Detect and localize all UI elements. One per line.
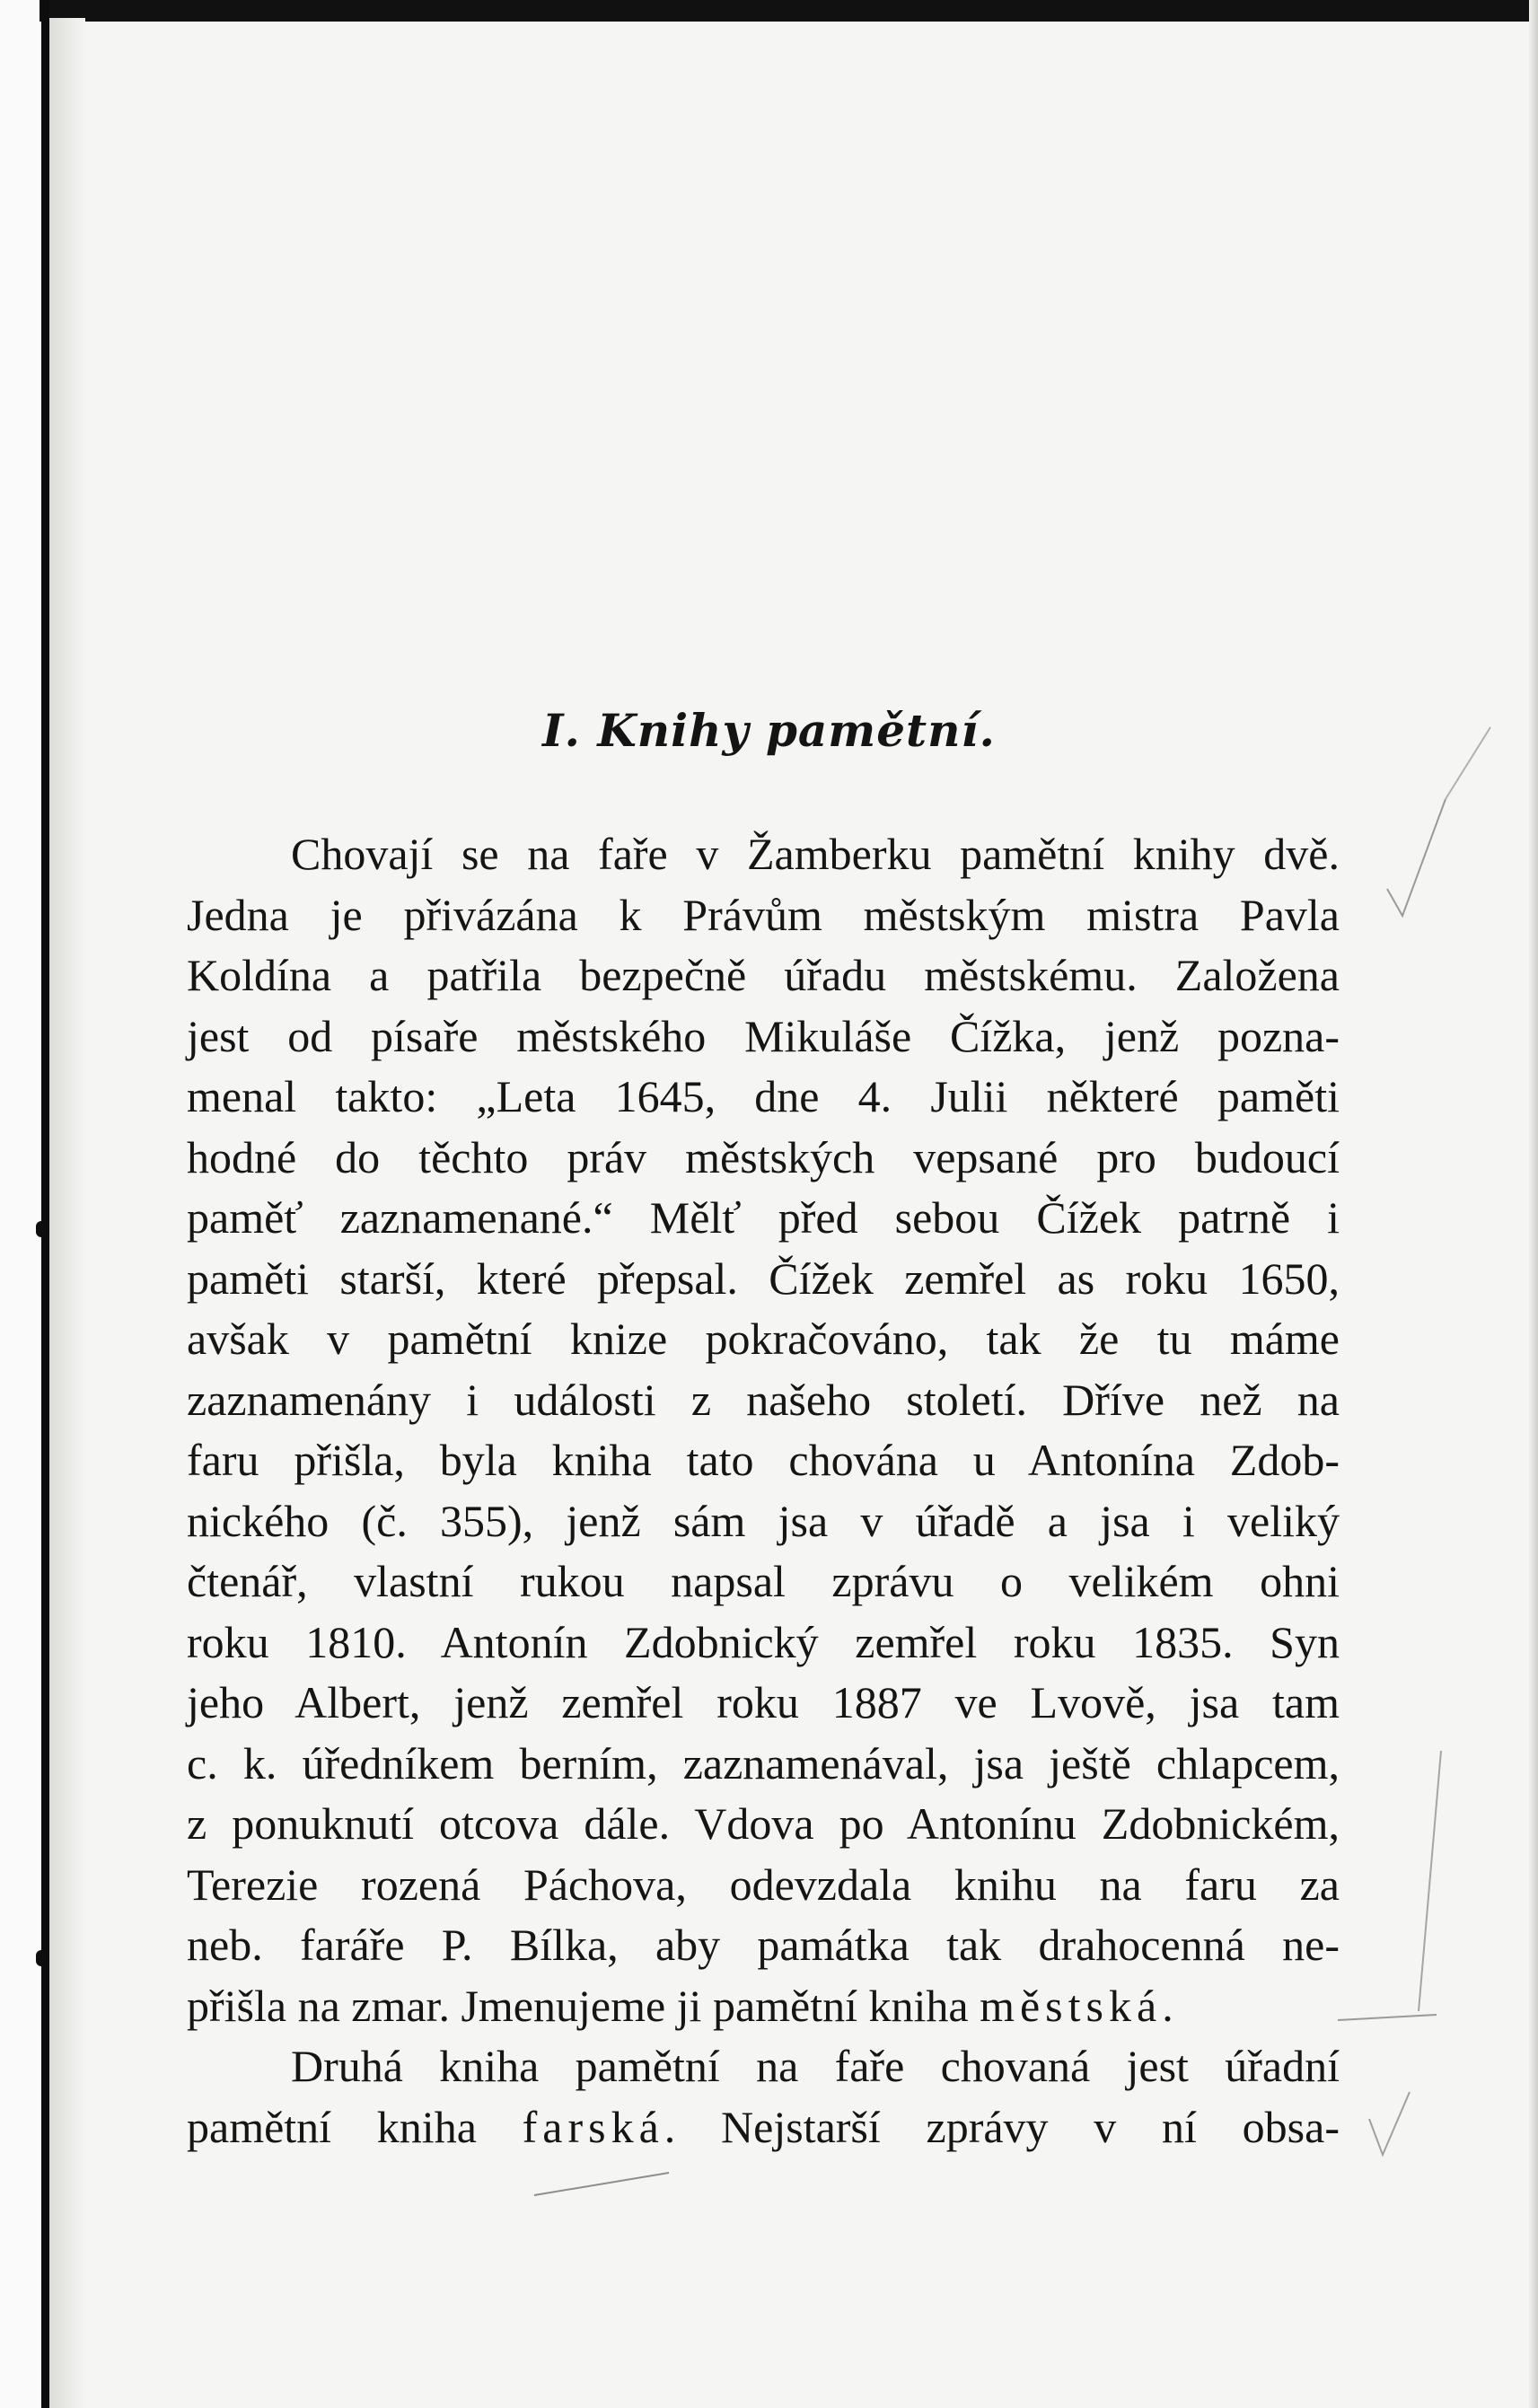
text-line: Jedna je přivázána k Právům městským mistra Pavla bbox=[187, 889, 1340, 940]
scan-right-edge bbox=[1529, 0, 1538, 2408]
book-binding-edge bbox=[41, 0, 49, 2408]
binding-shadow bbox=[49, 18, 85, 2408]
text-line: roku 1810. Antonín Zdobnický zemřel roku 1835. Syn bbox=[187, 1616, 1340, 1667]
pencil-underline bbox=[534, 2173, 669, 2195]
text-line: nického (č. 355), jenž sám jsa v úřadě a jsa i veliký bbox=[187, 1495, 1340, 1546]
text-line: Chovají se na faře v Žamberku pamětní knihy dvě. bbox=[291, 829, 1340, 879]
pencil-margin-line bbox=[1419, 1751, 1441, 2011]
text-line: čtenář, vlastní rukou napsal zprávu o velikém ohni bbox=[187, 1556, 1340, 1606]
text-line: jest od písaře městského Mikuláše Čížka, jenž pozna- bbox=[187, 1010, 1340, 1061]
text-line: faru přišla, byla kniha tato chována u Antonína Zdob- bbox=[187, 1435, 1340, 1485]
pencil-check-mark bbox=[1387, 799, 1446, 916]
spaced-emphasis: farská bbox=[522, 2101, 664, 2152]
text-line: neb. faráře P. Bílka, aby památka tak drahocenná ne- bbox=[187, 1920, 1340, 1970]
text-line: c. k. úředníkem berním, zaznamenával, jsa ještě chlapcem, bbox=[187, 1737, 1340, 1788]
text-run: . bbox=[1162, 1980, 1173, 2031]
spaced-emphasis: městská bbox=[980, 1980, 1163, 2031]
text-line: paměť zaznamenané.“ Mělť před sebou Čížek patrně i bbox=[187, 1192, 1340, 1243]
scan-left-margin bbox=[0, 0, 40, 2408]
chapter-heading: I. Knihy pamětní. bbox=[542, 704, 996, 757]
body-text bbox=[187, 824, 1340, 2158]
text-run: přišla na zmar. Jmenujeme ji pamětní kniha bbox=[187, 1980, 980, 2031]
text-run: . Nejstarší zprávy v ní obsa- bbox=[664, 2101, 1340, 2152]
text-line: paměti starší, které přepsal. Čížek zemřel as roku 1650, bbox=[187, 1252, 1340, 1304]
text-line: menal takto: „Leta 1645, dne 4. Julii některé paměti bbox=[187, 1071, 1340, 1121]
text-line: hodné do těchto práv městských vepsané pro budoucí bbox=[187, 1131, 1340, 1182]
pencil-check-mark bbox=[1369, 2092, 1410, 2155]
text-line: Terezie rozená Páchova, odevzdala knihu na faru za bbox=[187, 1859, 1340, 1910]
text-line: zaznamenány i události z našeho století. Dříve než na bbox=[187, 1374, 1340, 1425]
text-line: z ponuknutí otcova dále. Vdova po Antonínu Zdobnickém, bbox=[187, 1798, 1340, 1849]
text-line bbox=[187, 2097, 1340, 2158]
text-line: Druhá kniha pamětní na faře chovaná jest úřadní bbox=[291, 2041, 1340, 2091]
text-line: Koldína a patřila bezpečně úřadu městskému. Založena bbox=[187, 950, 1340, 1000]
text-line bbox=[187, 1976, 1340, 2037]
scan-top-border bbox=[0, 0, 1538, 22]
pencil-underline bbox=[1338, 2015, 1437, 2020]
binding-mark bbox=[36, 1221, 47, 1237]
text-line: avšak v pamětní knize pokračováno, tak že tu máme bbox=[187, 1314, 1340, 1364]
text-line: jeho Albert, jenž zemřel roku 1887 ve Lvově, jsa tam bbox=[187, 1677, 1340, 1727]
binding-mark bbox=[36, 1950, 47, 1966]
text-run: pamětní kniha bbox=[187, 2101, 523, 2152]
